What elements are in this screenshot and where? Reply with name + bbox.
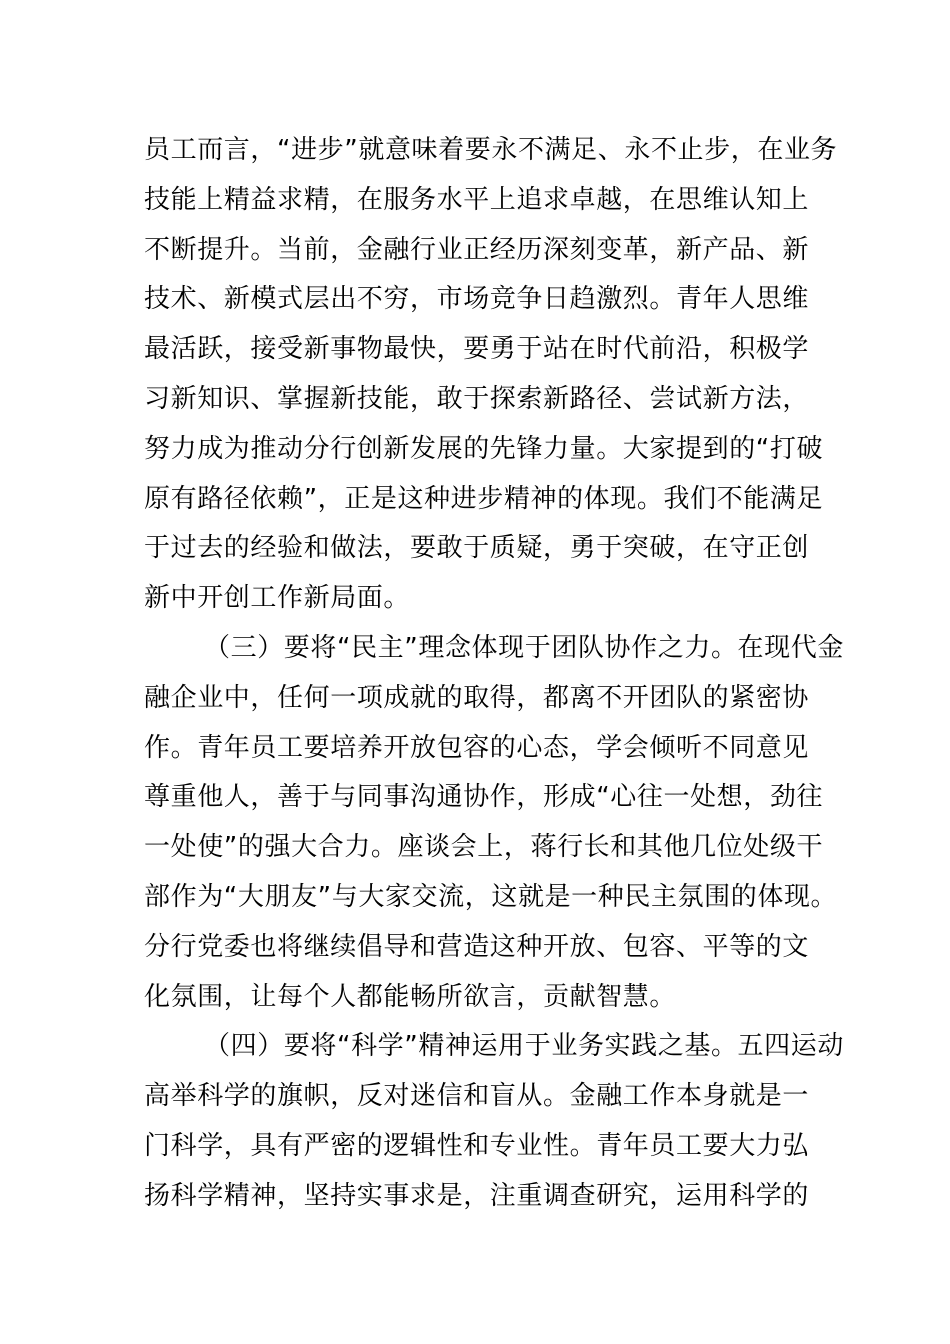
text-line: 努力成为推动分行创新发展的先锋力量。大家提到的“打破 [144, 433, 824, 464]
text-line: 技术、新模式层出不穷，市场竞争日趋激烈。青年人思维 [144, 284, 810, 315]
paragraph-section-four [144, 1022, 844, 1221]
text-line: 部作为“大朋友”与大家交流，这就是一种民主氛围的体现。 [144, 881, 838, 912]
text-line: 最活跃，接受新事物最快，要勇于站在时代前沿，积极学 [144, 334, 810, 365]
text-line: 技能上精益求精，在服务水平上追求卓越，在思维认知上 [144, 184, 810, 215]
section-heading-line: （三）要将“民主”理念体现于团队协作之力。在现代金 [204, 632, 844, 663]
section-heading-line: （四）要将“科学”精神运用于业务实践之基。五四运动 [204, 1031, 844, 1062]
text-line: 门科学，具有严密的逻辑性和专业性。青年员工要大力弘 [144, 1130, 810, 1161]
text-line: 原有路径依赖”，正是这种进步精神的体现。我们不能满足 [144, 483, 824, 514]
text-line: 尊重他人，善于与同事沟通协作，形成“心往一处想，劲往 [144, 782, 824, 813]
document-body [144, 126, 844, 1222]
text-line: 员工而言，“进步”就意味着要永不满足、永不止步，在业务 [144, 135, 838, 165]
text-line: 不断提升。当前，金融行业正经历深刻变革，新产品、新 [144, 234, 810, 265]
text-line: 新中开创工作新局面。 [144, 583, 411, 614]
text-line: 于过去的经验和做法，要敢于质疑，勇于突破，在守正创 [144, 533, 810, 564]
text-line: 化氛围，让每个人都能畅所欲言，贡献智慧。 [144, 981, 677, 1012]
text-line: 作。青年员工要培养开放包容的心态，学会倾听不同意见 [144, 732, 810, 763]
text-line: 扬科学精神，坚持实事求是，注重调查研究，运用科学的 [144, 1180, 810, 1211]
paragraph-section-three [144, 624, 844, 1022]
paragraph-continuation [144, 126, 838, 624]
text-line: 分行党委也将继续倡导和营造这种开放、包容、平等的文 [144, 931, 810, 962]
text-line: 高举科学的旗帜，反对迷信和盲从。金融工作本身就是一 [144, 1081, 810, 1112]
text-line: 一处使”的强大合力。座谈会上，蒋行长和其他几位处级干 [144, 832, 824, 863]
text-line: 融企业中，任何一项成就的取得，都离不开团队的紧密协 [144, 682, 810, 713]
text-line: 习新知识、掌握新技能，敢于探索新路径、尝试新方法， [144, 383, 810, 414]
